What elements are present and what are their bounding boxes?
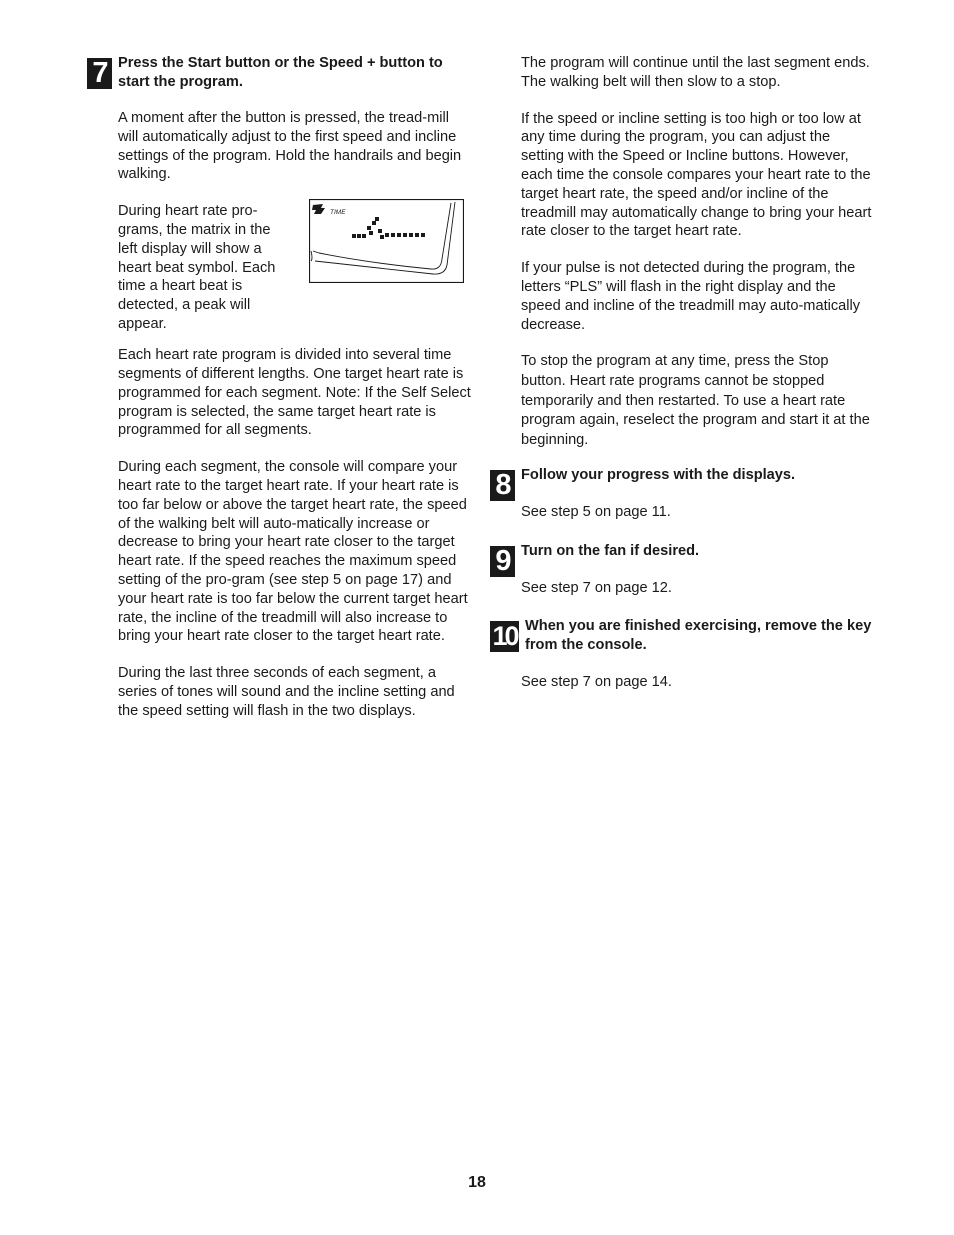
step-7-paragraph-2: During heart rate pro-grams, the matrix in the left display will show a heart beat symbol. Each time a heart beat is detected, a peak will appear. — [118, 203, 276, 332]
step-number-7: 7 — [87, 58, 112, 89]
right-column — [490, 54, 875, 692]
step-7-paragraph-5: During the last three seconds of each segment, a series of tones will sound and the incline setting and the speed setting will flash in the two displays. — [118, 665, 455, 719]
step-number-10: 10 — [490, 621, 519, 652]
step-7-paragraph-8: If your pulse is not detected during the program, the letters “PLS” will flash in the right display and the speed and incline of the treadmill may auto-matically decrease. — [521, 260, 861, 333]
page-number: 18 — [468, 1174, 486, 1191]
console-display-illustration — [309, 199, 464, 283]
step-7-paragraph-1: A moment after the button is pressed, the tread-mill will automatically adjust to the first speed and incline settings of the program. Hold the handrails and begin walking. — [118, 110, 462, 183]
left-column — [87, 54, 472, 721]
step-7-paragraph-7: If the speed or incline setting is too high or too low at any time during the program, you can adjust the setting with the Speed or Incline buttons. However, each time the console compares your heart rate to the target heart rate, the speed and/or incline of the treadmill may automatically change to bring your heart rate closer to the target heart rate. — [521, 110, 872, 240]
step-9-paragraph: See step 7 on page 12. — [521, 580, 672, 597]
step-7-paragraph-9: To stop the program at any time, press the Stop button. Heart rate programs cannot be stopped temporarily and then restarted. To use a heart rate program again, reselect the program and start it at the beginning. — [521, 353, 870, 448]
step-7-heading: Press the Start button or the Speed + button to start the program. — [118, 55, 443, 90]
step-7-paragraph-4: During each segment, the console will compare your heart rate to the target heart rate. If your heart rate is too far below or above the target heart rate, the speed of the walking belt will auto-matically increase or decrease to bring your heart rate closer to the target heart rate. If the speed reaches the maximum speed setting of the pro-gram (see step 5 on page 17) and your heart rate is too far below the current target heart rate, the incline of the treadmill will also increase to bring your heart rate closer to the target heart rate. — [118, 459, 468, 645]
step-9-heading: Turn on the fan if desired. — [521, 543, 700, 560]
step-7-paragraph-6: The program will continue until the last segment ends. The walking belt will then slow to a stop. — [521, 55, 870, 90]
step-8-paragraph: See step 5 on page 11. — [521, 504, 671, 521]
step-8 — [490, 466, 875, 522]
step-8-heading: Follow your progress with the displays. — [521, 467, 796, 484]
step-number-8: 8 — [490, 470, 515, 501]
step-number-9: 9 — [490, 546, 515, 577]
step-10-paragraph: See step 7 on page 14. — [521, 673, 672, 690]
step-10 — [490, 617, 875, 692]
step-7-paragraph-3: Each heart rate program is divided into several time segments of different lengths. One target heart rate is programmed for each segment. Note: If the Self Select program is selected, the same target heart rate is programmed for all segments. — [118, 347, 471, 439]
display-time-label: TIME — [330, 209, 346, 217]
step-9 — [490, 542, 875, 598]
step-10-heading: When you are finished exercising, remove the key from the console. — [525, 617, 872, 653]
heart-rate-block — [118, 202, 472, 332]
step-7-continued — [490, 54, 875, 450]
step-7 — [87, 54, 472, 721]
